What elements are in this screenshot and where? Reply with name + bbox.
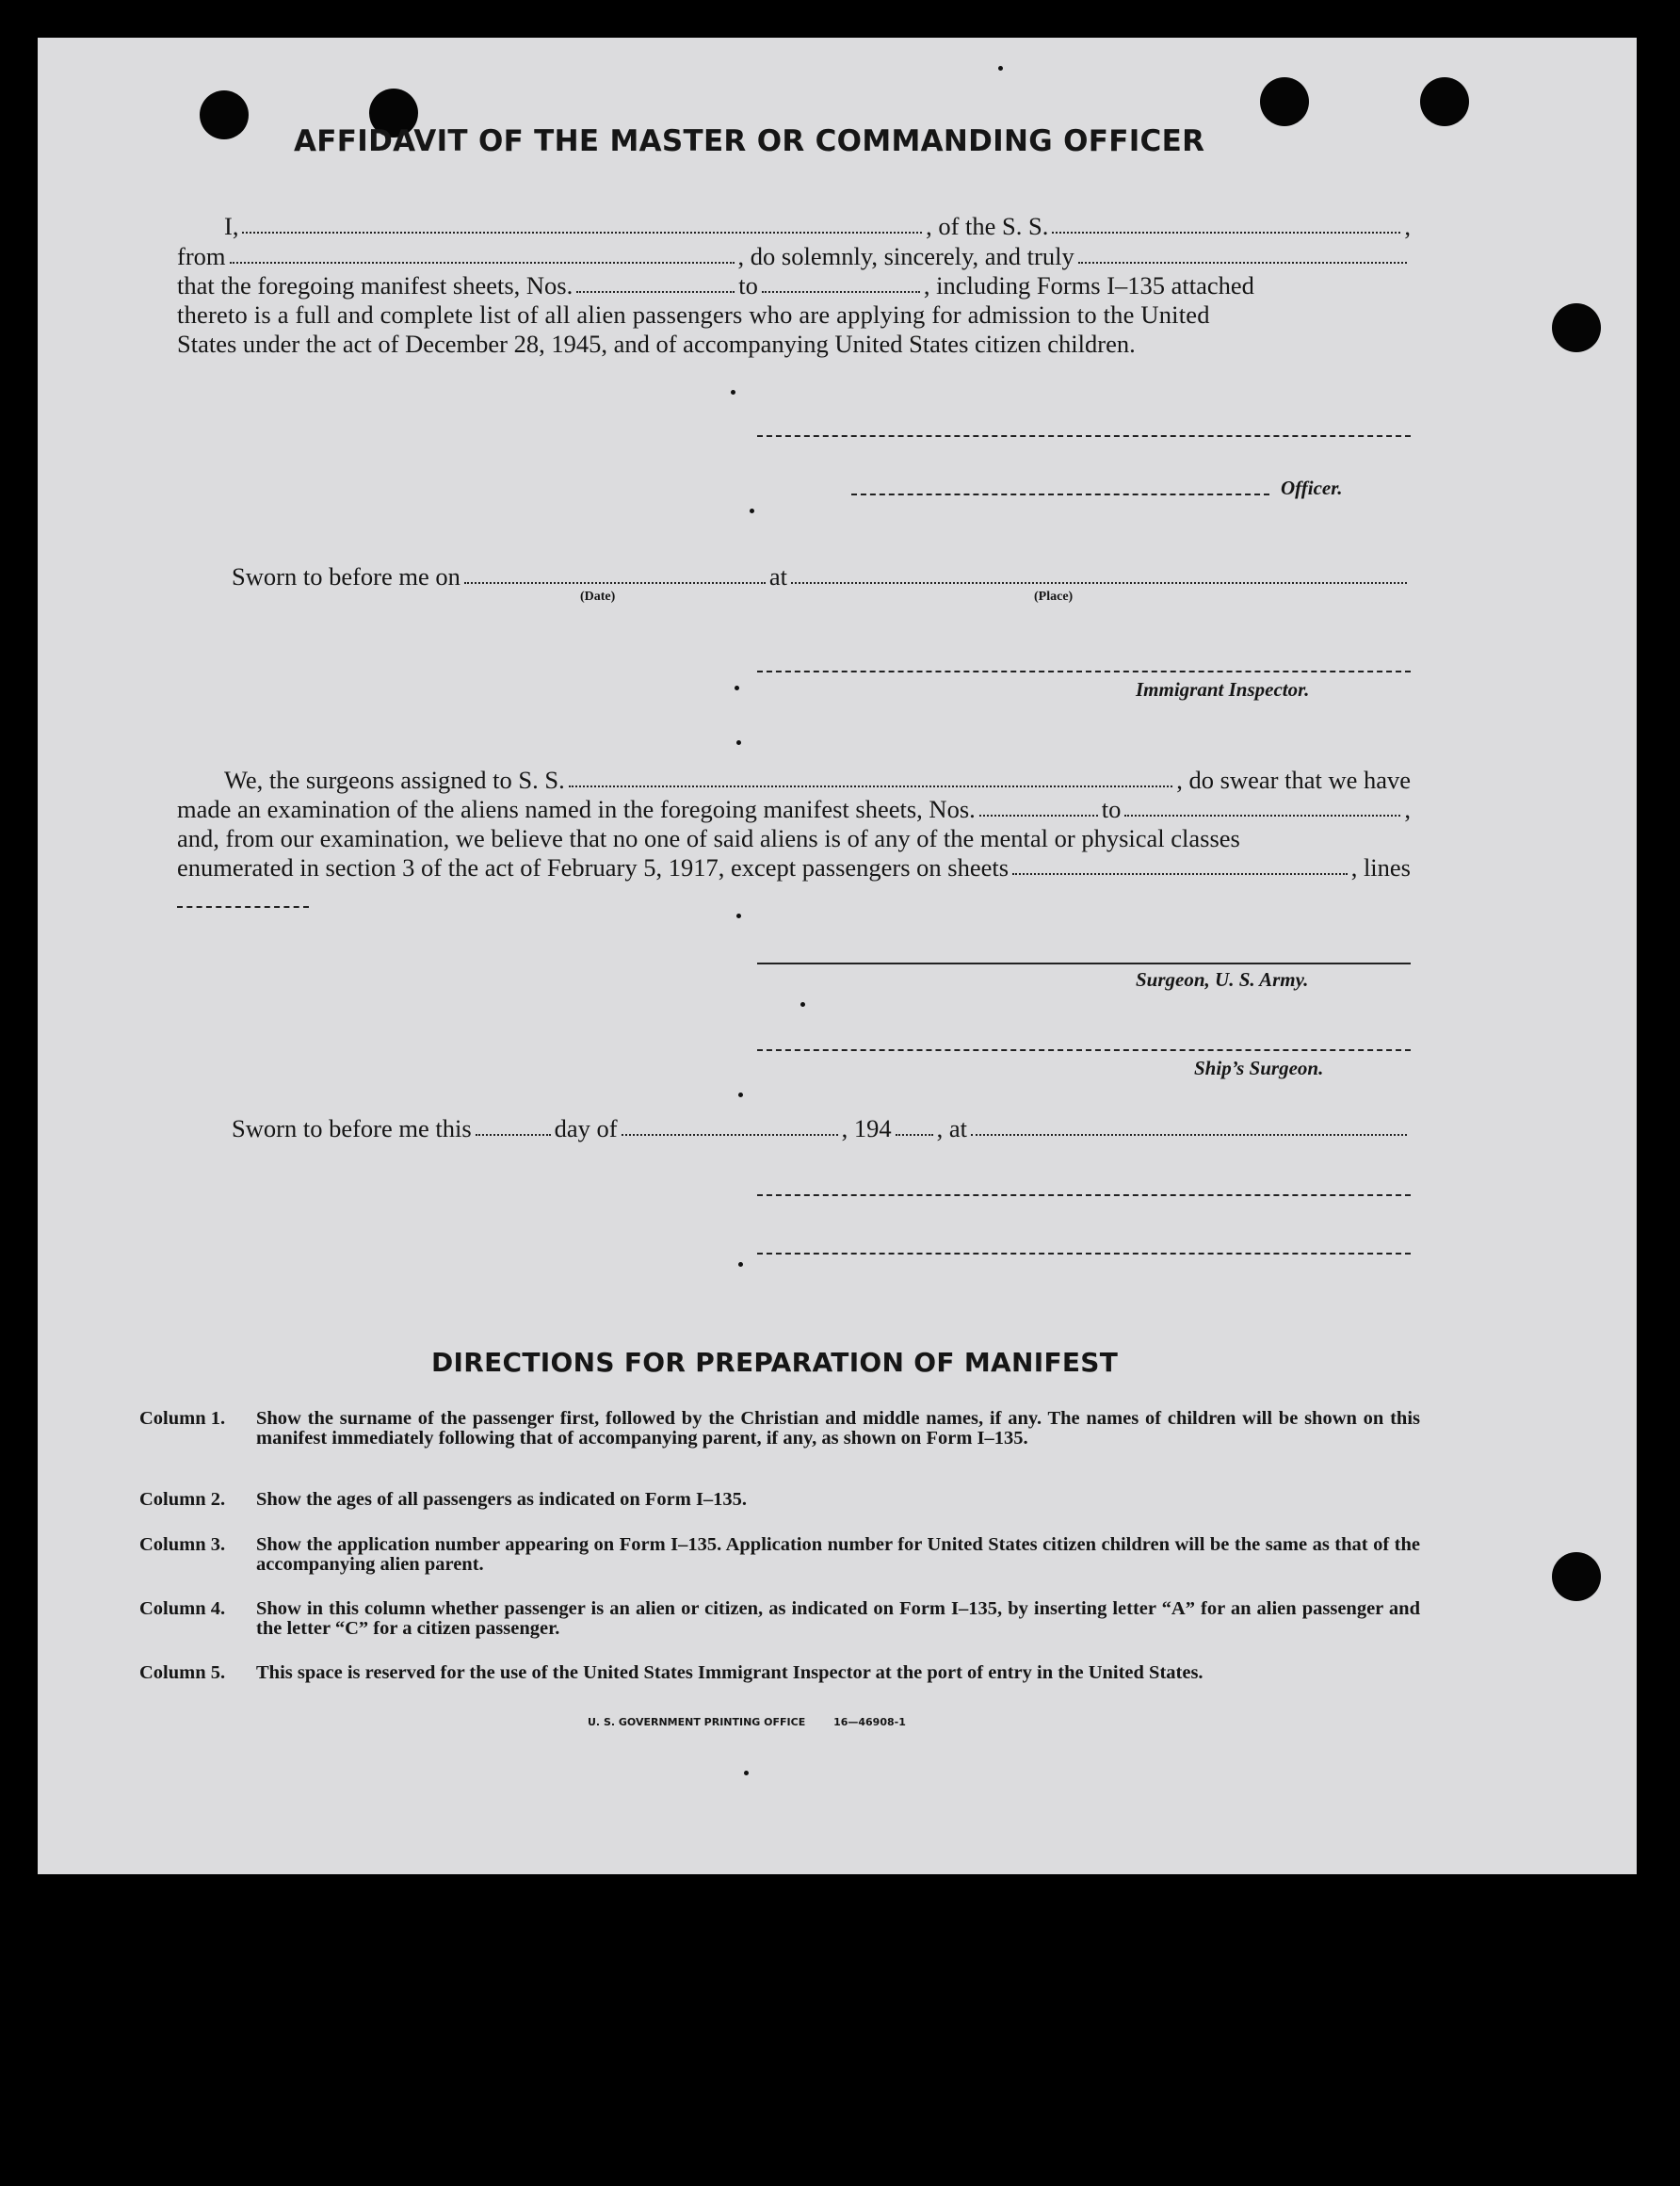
inspector-signature-line[interactable] — [757, 671, 1411, 672]
at-label: at — [768, 562, 787, 591]
surgeons-line-1 — [177, 765, 1411, 795]
date-label: (Date) — [580, 590, 616, 604]
speck — [744, 1771, 749, 1775]
sworn-this-text: Sworn to before me this — [232, 1114, 472, 1142]
affidavit-line-3 — [177, 270, 1411, 300]
surgeon-sheet-from-blank[interactable] — [979, 815, 1098, 817]
speck — [800, 1002, 805, 1007]
of-the-ss: , of the S. S. — [926, 212, 1049, 240]
column-label: Column 1. — [139, 1408, 226, 1429]
affidavit-line-1 — [177, 211, 1411, 241]
surgeons-line-4 — [177, 852, 1411, 882]
affidavit-line-5 — [177, 329, 1411, 359]
column-label: Column 5. — [139, 1662, 226, 1683]
affidavit-line-4 — [177, 300, 1411, 330]
name-blank[interactable] — [242, 232, 922, 234]
port-blank[interactable] — [230, 262, 735, 264]
manifest-form-sheet — [38, 38, 1637, 1874]
sworn-before-line — [177, 561, 1411, 591]
act-text: States under the act of December 28, 1945, and of accompanying United States citizen children. — [177, 330, 1136, 358]
comma: , — [1404, 795, 1411, 823]
place-label: (Place) — [1034, 590, 1074, 604]
surgeons-text: We, the surgeons assigned to S. S. — [224, 766, 565, 794]
punch-hole — [1552, 1552, 1601, 1601]
speck — [736, 740, 741, 745]
sheets-blank[interactable] — [1012, 873, 1348, 875]
column-text: Show the ages of all passengers as indicated on Form I–135. — [256, 1489, 748, 1510]
punch-hole — [1260, 77, 1309, 126]
ship-surgeon-caption: Ship’s Surgeon. — [1194, 1057, 1324, 1079]
direction-column-4 — [139, 1599, 1420, 1639]
speck — [736, 914, 741, 918]
column-text: Show the application number appearing on Form I–135. Application number for United States citizen children will be the same as that of the accompanying alien parent. — [256, 1534, 1420, 1575]
sworn-this-line — [177, 1113, 1411, 1143]
classes-text: and, from our examination, we believe that no one of said aliens is of any of the mental or physical classes — [177, 824, 1240, 852]
printer-name: U. S. GOVERNMENT PRINTING OFFICE — [588, 1716, 806, 1728]
oath-blank[interactable] — [1078, 262, 1407, 264]
form-code: 16—46908-1 — [833, 1716, 906, 1728]
speck — [738, 1093, 743, 1097]
to-label: to — [1101, 795, 1122, 823]
direction-column-2 — [139, 1490, 1420, 1510]
sheet-to-blank[interactable] — [762, 291, 920, 293]
punch-hole — [200, 90, 249, 139]
month-blank[interactable] — [622, 1134, 838, 1136]
punch-hole — [1552, 303, 1601, 352]
officer-signature-line[interactable] — [757, 435, 1411, 437]
column-label: Column 4. — [139, 1598, 226, 1619]
affidavit-line-2 — [177, 241, 1411, 271]
ship-surgeon-signature-line[interactable] — [757, 1049, 1411, 1051]
sheets-text: that the foregoing manifest sheets, Nos. — [177, 271, 573, 300]
sworn-text: Sworn to before me on — [232, 562, 460, 591]
direction-column-5 — [139, 1663, 1420, 1683]
speck — [735, 686, 739, 690]
place-blank[interactable] — [791, 582, 1407, 584]
solemnly-text: , do solemnly, sincerely, and truly — [737, 242, 1074, 270]
speck — [750, 509, 754, 513]
column-label: Column 2. — [139, 1489, 226, 1510]
inspector-caption: Immigrant Inspector. — [1136, 678, 1310, 701]
swear-text: , do swear that we have — [1176, 766, 1411, 794]
day-of-label: day of — [554, 1114, 618, 1142]
including-text: , including Forms I–135 attached — [923, 271, 1254, 300]
speck — [738, 1262, 743, 1267]
year-blank[interactable] — [896, 1134, 933, 1136]
column-text: Show in this column whether passenger is an alien or citizen, as indicated on Form I–135, by inserting letter “A” for an alien passenger and the letter “C” for a citizen passenger. — [256, 1598, 1420, 1639]
lines-text: , lines — [1350, 853, 1411, 882]
affidavit-title: AFFIDAVIT OF THE MASTER OR COMMANDING OFFICER — [294, 124, 1205, 158]
punch-hole — [1420, 77, 1469, 126]
printer-imprint — [588, 1716, 906, 1728]
date-blank[interactable] — [464, 582, 766, 584]
affidavit-i: I, — [224, 212, 239, 240]
lines-blank[interactable] — [177, 906, 309, 908]
year-text: , 194 — [841, 1114, 892, 1142]
army-surgeon-caption: Surgeon, U. S. Army. — [1136, 968, 1309, 991]
officer-caption: Officer. — [1281, 477, 1343, 499]
speck — [998, 66, 1003, 71]
column-text: Show the surname of the passenger first, followed by the Christian and middle names, if any. The names of children will be shown on this manifest immediately following that of accompanying parent, if any, as shown on Form I–135. — [256, 1408, 1420, 1449]
comma: , — [1404, 212, 1411, 240]
column-text: This space is reserved for the use of the United States Immigrant Inspector at the port of entry in the United States. — [256, 1662, 1203, 1683]
surgeons-line-3 — [177, 823, 1411, 853]
at-label: , at — [936, 1114, 967, 1142]
directions-title: DIRECTIONS FOR PREPARATION OF MANIFEST — [431, 1347, 1119, 1378]
direction-column-1 — [139, 1409, 1420, 1449]
direction-column-3 — [139, 1535, 1420, 1575]
sheet-from-blank[interactable] — [576, 291, 735, 293]
to-label: to — [738, 271, 758, 300]
section-text: enumerated in section 3 of the act of February 5, 1917, except passengers on sheets — [177, 853, 1010, 882]
ship-name-blank[interactable] — [1052, 232, 1400, 234]
list-text: thereto is a full and complete list of all alien passengers who are applying for admission to the United — [177, 300, 1210, 329]
witness-title-line[interactable] — [757, 1253, 1411, 1255]
day-blank[interactable] — [476, 1134, 551, 1136]
column-label: Column 3. — [139, 1534, 226, 1555]
officer-title-line[interactable] — [851, 494, 1269, 495]
speck — [731, 390, 735, 395]
from-label: from — [177, 242, 226, 270]
army-surgeon-signature-line[interactable] — [757, 963, 1411, 964]
surgeon-sheet-to-blank[interactable] — [1124, 815, 1400, 817]
examination-text: made an examination of the aliens named in the foregoing manifest sheets, Nos. — [177, 795, 976, 823]
witness-signature-line[interactable] — [757, 1194, 1411, 1196]
surgeon-ship-blank[interactable] — [569, 785, 1173, 787]
at-blank[interactable] — [971, 1134, 1407, 1136]
surgeons-line-2 — [177, 794, 1411, 824]
